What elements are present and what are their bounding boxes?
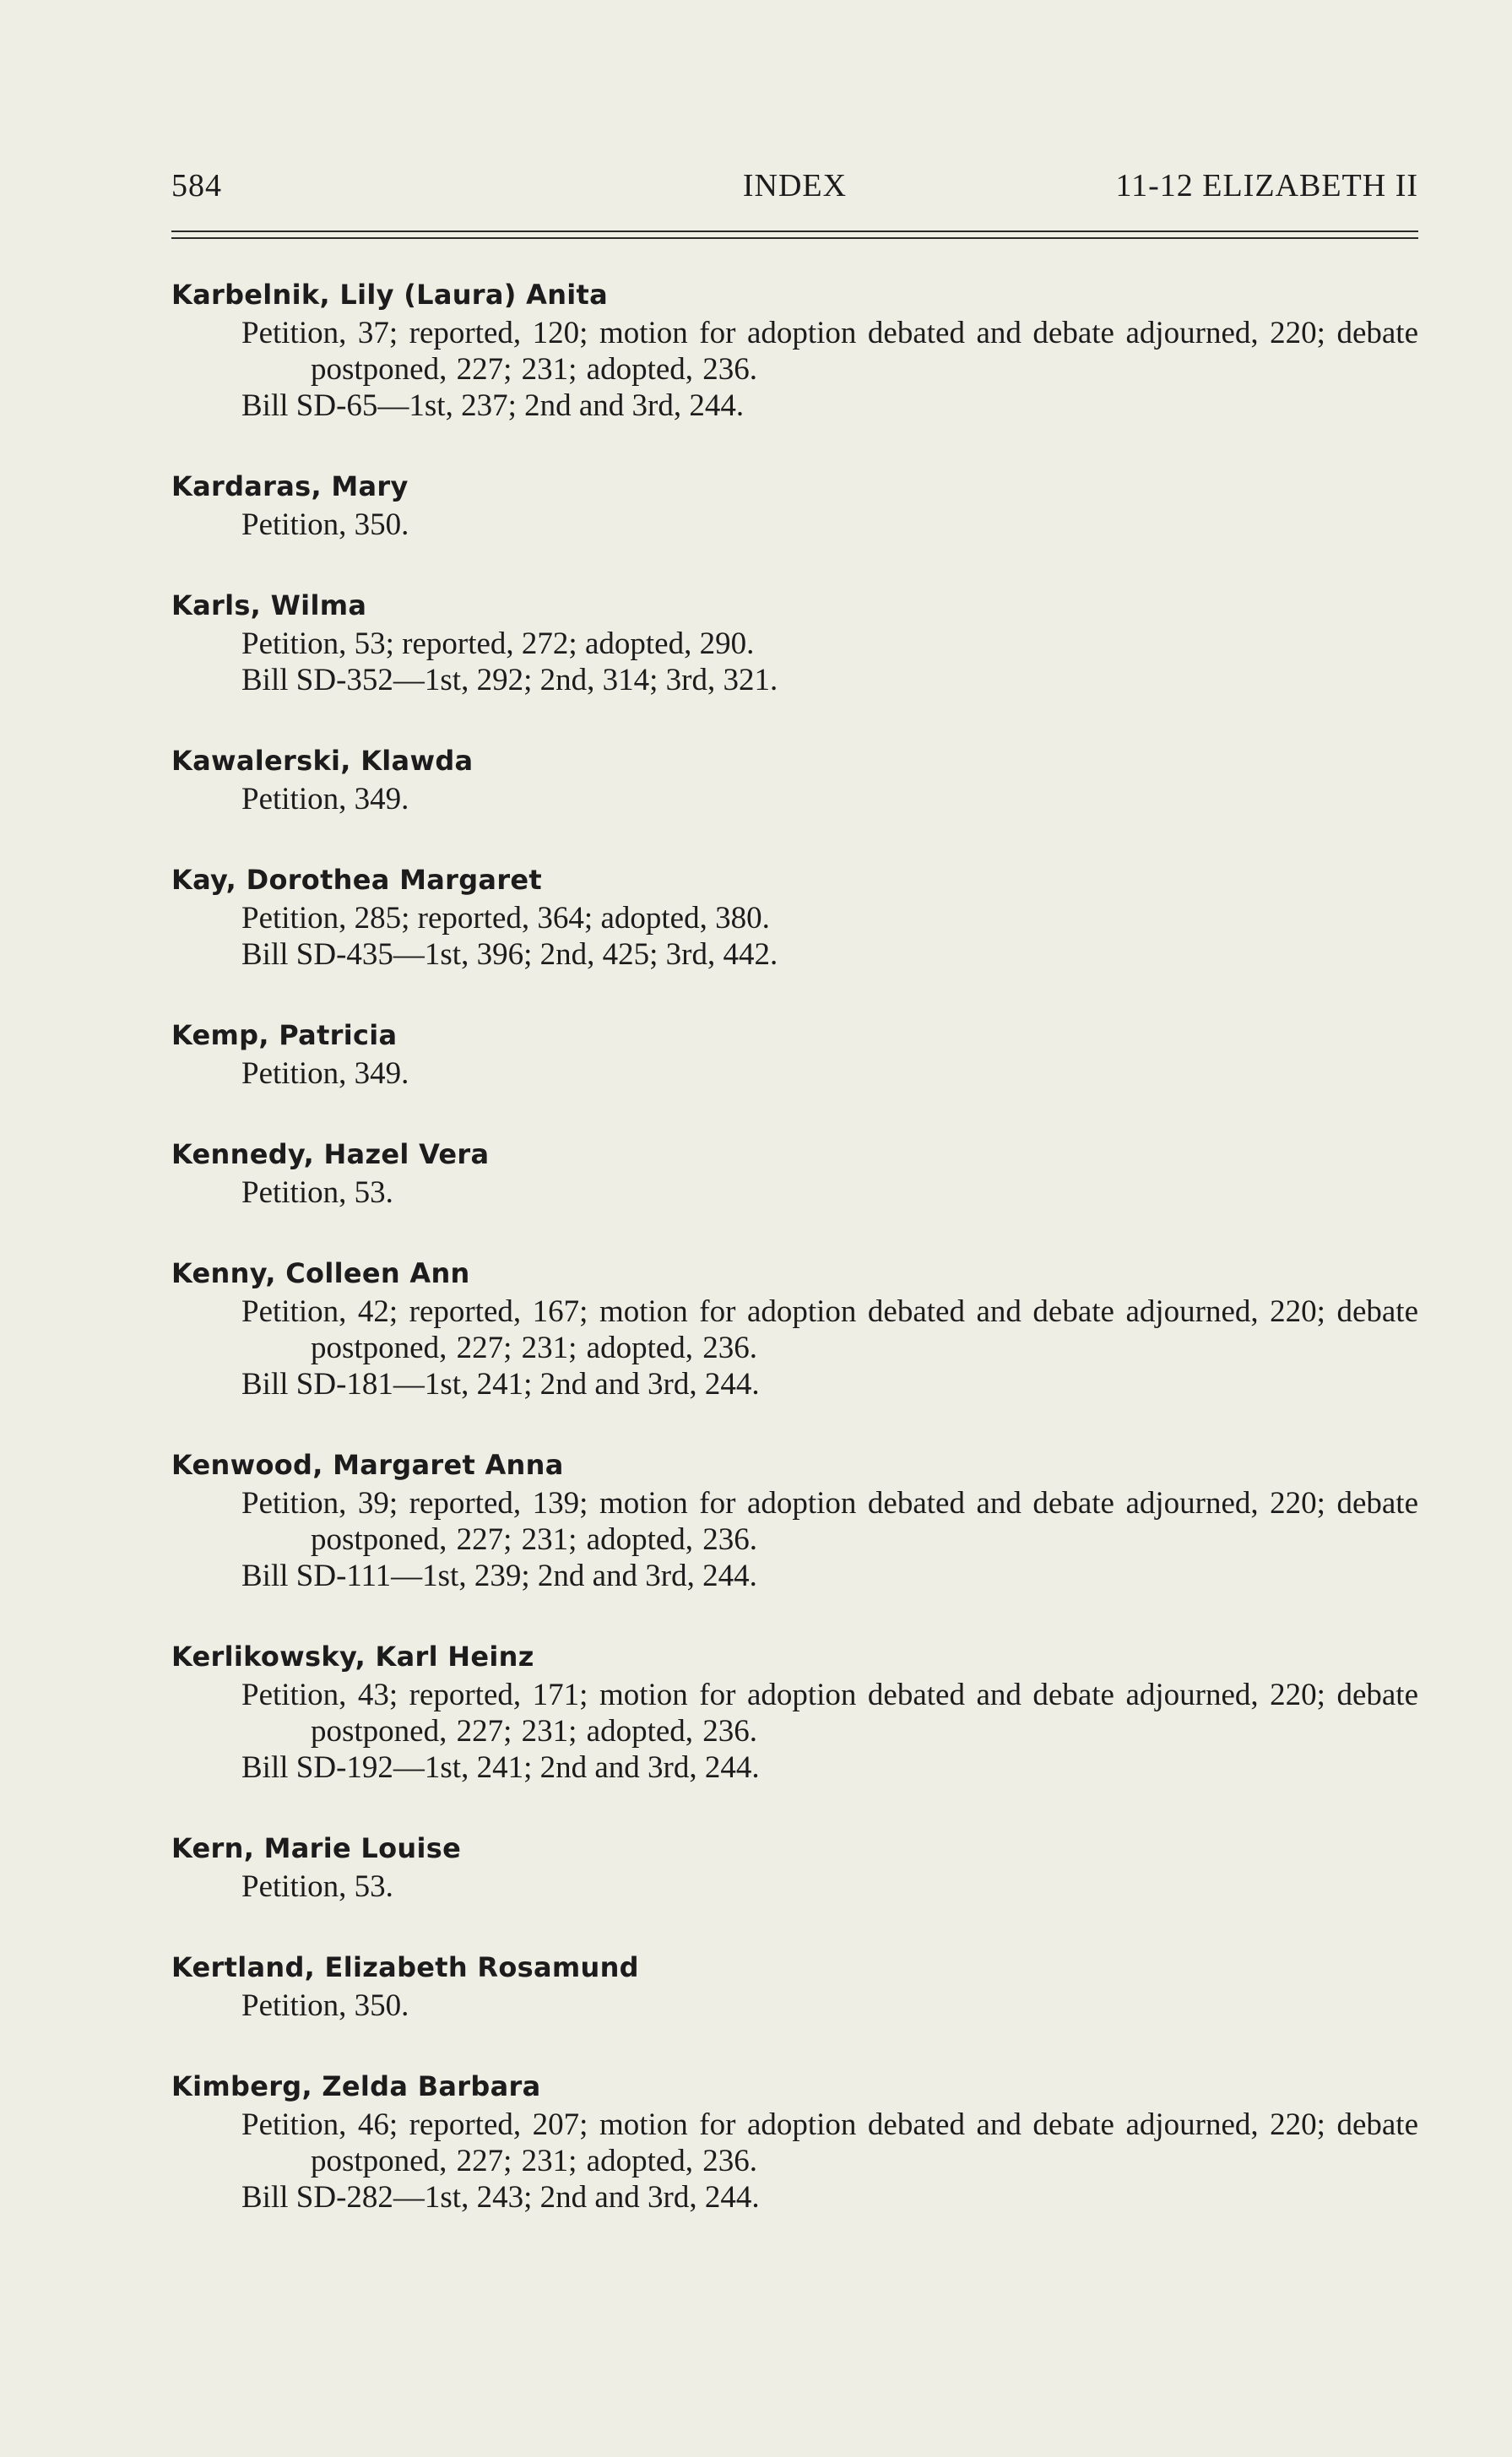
- entry-name: Kertland, Elizabeth Rosamund: [171, 1951, 639, 1983]
- entry-line: Petition, 349.: [241, 782, 409, 816]
- index-entries: [171, 274, 1418, 2258]
- entry-name: Kenwood, Margaret Anna: [171, 1449, 564, 1481]
- entry-line: Petition, 53; reported, 272; adopted, 290.: [241, 626, 755, 661]
- page-number: 584: [171, 168, 222, 203]
- index-entry: [171, 1636, 1418, 1786]
- entry-line: Petition, 285; reported, 364; adopted, 380.: [241, 901, 770, 936]
- entry-line: Bill SD-352—1st, 292; 2nd, 314; 3rd, 321.: [241, 663, 778, 697]
- index-entry: [171, 740, 1418, 817]
- entry-line: Petition, 349.: [241, 1056, 409, 1091]
- index-entry: [171, 1828, 1418, 1905]
- entry-line: Petition, 350.: [241, 507, 409, 542]
- entry-line: Bill SD-435—1st, 396; 2nd, 425; 3rd, 442.: [241, 937, 778, 972]
- entry-line: Bill SD-181—1st, 241; 2nd and 3rd, 244.: [241, 1367, 760, 1402]
- header-rule-bottom: [171, 237, 1418, 239]
- index-entry: [171, 466, 1418, 543]
- entry-name: Kennedy, Hazel Vera: [171, 1138, 490, 1170]
- entry-name: Kenny, Colleen Ann: [171, 1257, 470, 1289]
- entry-name: Karls, Wilma: [171, 589, 367, 621]
- entry-name: Kimberg, Zelda Barbara: [171, 2070, 541, 2102]
- entry-line: Petition, 53.: [241, 1175, 393, 1210]
- entry-name: Kawalerski, Klawda: [171, 745, 474, 777]
- entry-line: Bill SD-65—1st, 237; 2nd and 3rd, 244.: [241, 388, 745, 423]
- entry-line: Bill SD-192—1st, 241; 2nd and 3rd, 244.: [241, 1750, 760, 1785]
- entry-line: Bill SD-111—1st, 239; 2nd and 3rd, 244.: [241, 1559, 757, 1593]
- entry-line: Petition, 46; reported, 207; motion for adoption debated and debate adjourned, 220; debate postponed, 227; 231; adopted, 236.: [241, 2107, 1418, 2178]
- entry-name: Kardaras, Mary: [171, 470, 409, 502]
- entry-line: Petition, 37; reported, 120; motion for adoption debated and debate adjourned, 220; debate postponed, 227; 231; adopted, 236.: [241, 316, 1418, 387]
- entry-name: Kerlikowsky, Karl Heinz: [171, 1641, 534, 1673]
- index-entry: [171, 2066, 1418, 2216]
- index-entry: [171, 860, 1418, 973]
- index-entry: [171, 1015, 1418, 1092]
- entry-name: Karbelnik, Lily (Laura) Anita: [171, 279, 609, 311]
- entry-line: Petition, 42; reported, 167; motion for adoption debated and debate adjourned, 220; debate postponed, 227; 231; adopted, 236.: [241, 1294, 1418, 1365]
- entry-line: Petition, 53.: [241, 1869, 393, 1904]
- running-head: 11-12 ELIZABETH II: [1115, 168, 1418, 203]
- index-entry: [171, 274, 1418, 424]
- running-header: [171, 167, 1418, 218]
- index-entry: [171, 1947, 1418, 2024]
- index-entry: [171, 1134, 1418, 1211]
- index-entry: [171, 585, 1418, 698]
- entry-name: Kay, Dorothea Margaret: [171, 864, 543, 896]
- index-entry: [171, 1253, 1418, 1402]
- entry-name: Kemp, Patricia: [171, 1019, 398, 1051]
- header-rule-top: [171, 231, 1418, 232]
- entry-line: Petition, 350.: [241, 1988, 409, 2023]
- index-entry: [171, 1445, 1418, 1594]
- page-title: INDEX: [742, 168, 848, 203]
- entry-name: Kern, Marie Louise: [171, 1832, 462, 1864]
- entry-line: Petition, 43; reported, 171; motion for adoption debated and debate adjourned, 220; debate postponed, 227; 231; adopted, 236.: [241, 1678, 1418, 1749]
- entry-line: Petition, 39; reported, 139; motion for adoption debated and debate adjourned, 220; debate postponed, 227; 231; adopted, 236.: [241, 1486, 1418, 1557]
- entry-line: Bill SD-282—1st, 243; 2nd and 3rd, 244.: [241, 2180, 760, 2215]
